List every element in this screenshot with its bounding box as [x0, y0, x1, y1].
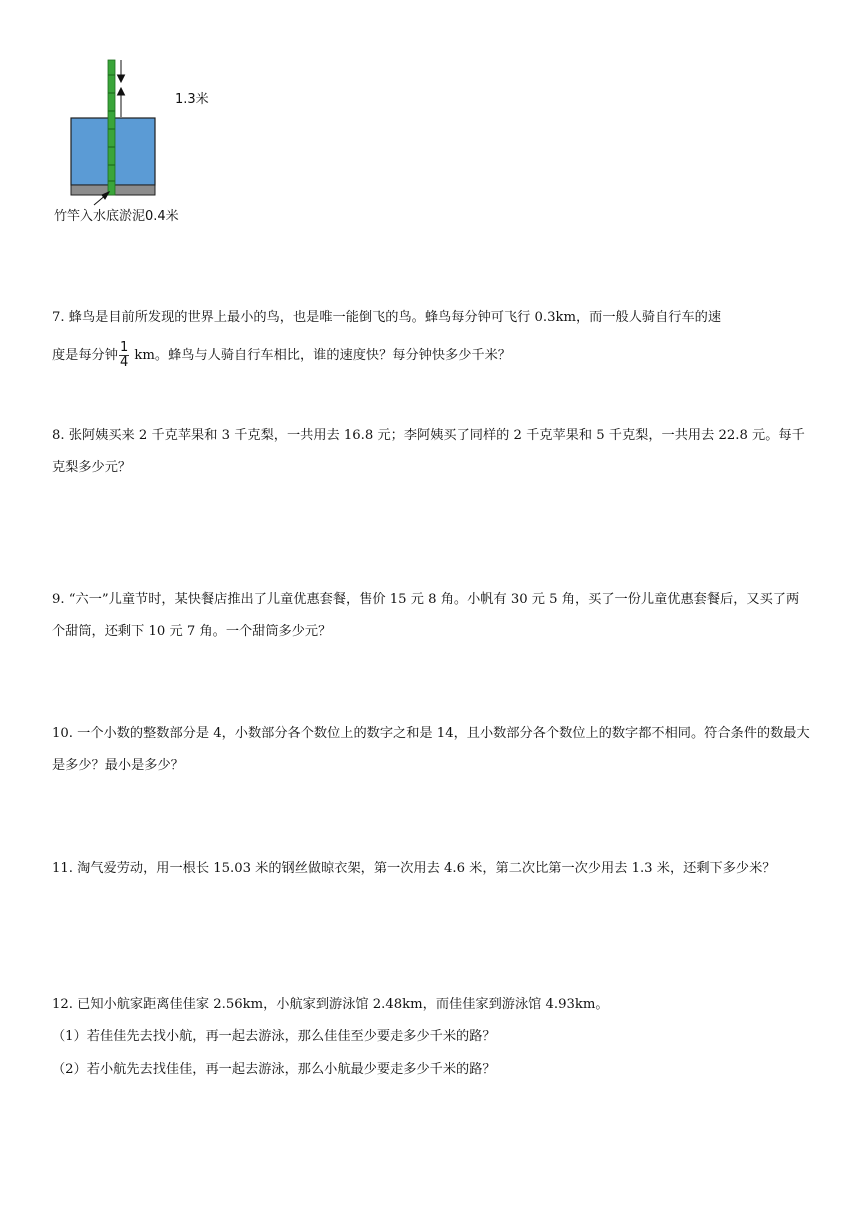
question-9: 9. “六一”儿童节时，某快餐店推出了儿童优惠套餐，售价 15 元 8 角。小帆有 30 元 5 角，买了一份儿童优惠套餐后，又买了两个甜筒，还剩下 10 元 7 角。一个甜筒多少元？: [52, 592, 800, 639]
question-8: 8. 张阿姨买来 2 千克苹果和 3 千克梨，一共用去 16.8 元；李阿姨买了同样的 2 千克苹果和 5 千克梨，一共用去 22.8 元。每千克梨多少元？: [52, 428, 805, 475]
bamboo-water-figure: [50, 55, 220, 230]
question-10: 10. 一个小数的整数部分是 4，小数部分各个数位上的数字之和是 14，且小数部分各个数位上的数字都不相同。符合条件的数最大是多少？最小是多少？: [52, 726, 810, 773]
question-7-line-2: [52, 340, 810, 372]
fraction-numerator: 1: [119, 340, 129, 355]
question-12-part-1: （1）若佳佳先去找小航，再一起去游泳，那么佳佳至少要走多少千米的路？: [52, 1029, 496, 1044]
question-12-part-2: （2）若小航先去找佳佳，再一起去游泳，那么小航最少要走多少千米的路？: [52, 1062, 496, 1077]
fraction-one-quarter: [119, 341, 129, 370]
question-7-text-after: km。蜂鸟与人骑自行车相比，谁的速度快？每分钟快多少千米？: [130, 348, 511, 363]
question-7-line-1: 7. 蜂鸟是目前所发现的世界上最小的鸟，也是唯一能倒飞的鸟。蜂鸟每分钟可飞行 0.3km，而一般人骑自行车的速: [52, 310, 722, 325]
question-7: [52, 302, 810, 372]
question-11: 11. 淘气爱劳动，用一根长 15.03 米的钢丝做晾衣架，第一次用去 4.6 米，第二次比第一次少用去 1.3 米，还剩下多少米？: [52, 861, 776, 876]
height-arrow: [118, 60, 125, 117]
fraction-denominator: 4: [119, 355, 129, 370]
bamboo-pole-in-water-icon: [50, 55, 220, 230]
height-label: 1.3米: [175, 92, 209, 107]
mud-depth-label: 竹竿入水底淤泥0.4米: [54, 209, 179, 224]
question-12: 12. 已知小航家距离佳佳家 2.56km，小航家到游泳馆 2.48km，而佳佳家到游泳馆 4.93km。: [52, 997, 609, 1012]
question-7-text-before: 度是每分钟: [52, 348, 118, 363]
bamboo-pole: [108, 60, 115, 195]
